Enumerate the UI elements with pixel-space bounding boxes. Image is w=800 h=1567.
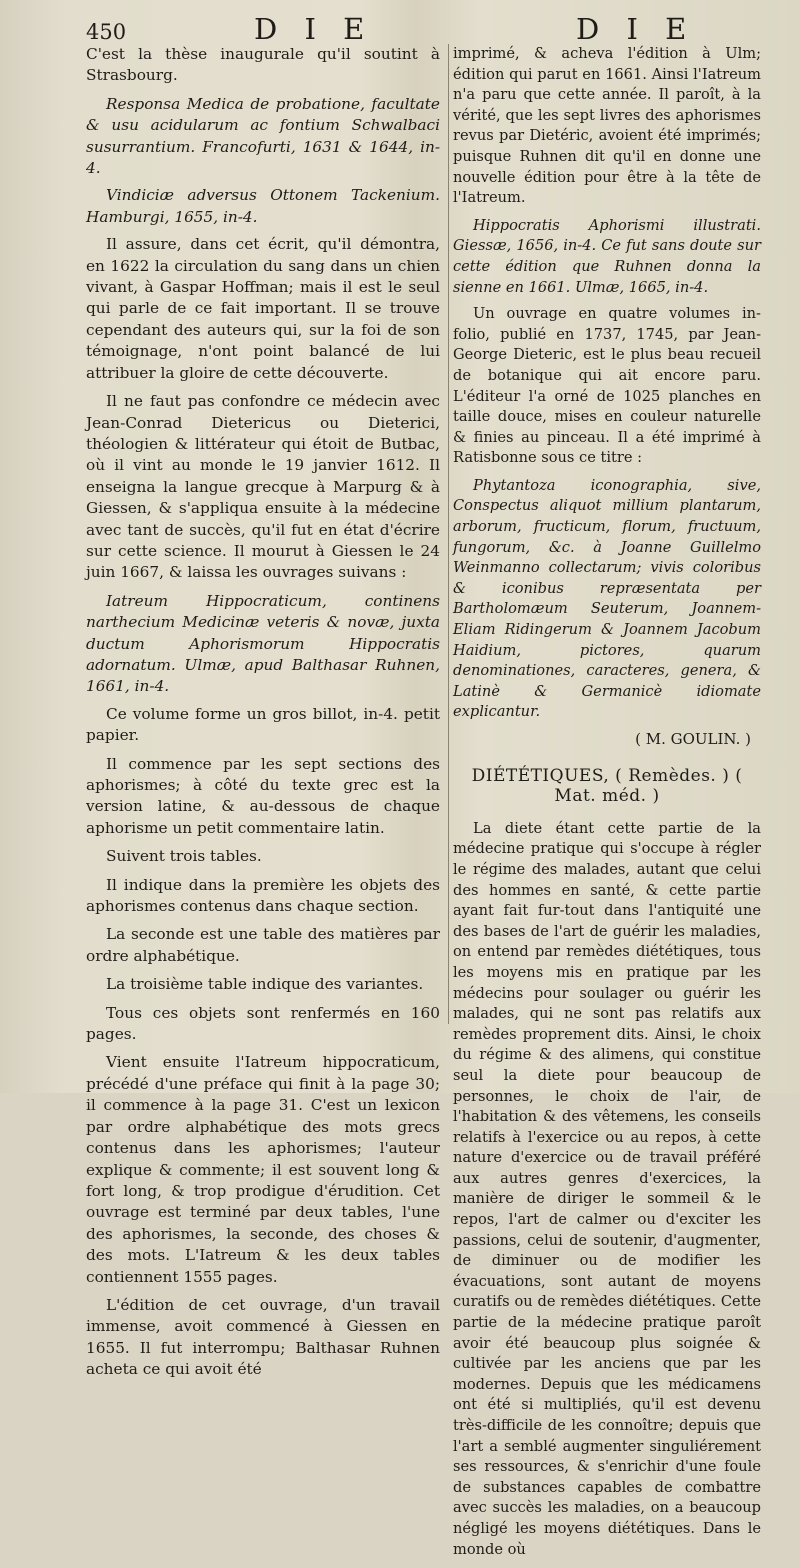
- paragraph: C'est la thèse inaugurale qu'il soutint à Strasbourg.: [86, 45, 440, 85]
- paragraph: L'édition de cet ouvrage, d'un travail immense, avoit commencé à Giessen en 1655. Il fut interrompu; Balthasar Ruhnen acheta ce qui avoit été: [86, 1295, 440, 1379]
- paragraph: Il ne faut pas confondre ce médecin avec Jean-Conrad Dietericus ou Dieterici, théologien & littérateur qui étoit de Butbac, où il vint au monde le 19 janvier 1612. Il enseigna la langue grecque à Marpurg & à Giessen, & s'appliqua ensuite à la médecine avec tant de succès, qu'il fut en état d'écrire sur cette science. Il mourut à Giessen le 24 juin 1667, & laissa les ouvrages suivans :: [86, 392, 440, 582]
- running-head-right: D I E: [576, 12, 696, 46]
- bibliographic-entry: Phytantoza iconographia, sive, Conspectus aliquot millium plantarum, arborum, fructicum, florum, fructuum, fungorum, &c. à Joanne Guillelmo Weinmanno collectarum; vivis coloribus & iconibus repræsentata per Bartholomæum Seuterum, Joannem-Eliam Ridingerum & Joannem Jacobum Haidium, pictores, quarum denominationes, caracteres, genera, & Latinè & Germanicè idiomate explicantur.: [453, 476, 761, 721]
- paragraph: Il indique dans la première les objets des aphorismes contenus dans chaque section.: [86, 875, 440, 916]
- right-column: [453, 44, 761, 1567]
- paragraph: Il commence par les sept sections des aphorismes; à côté du texte grec est la version latine, & au-dessous de chaque aphorisme un petit commentaire latin.: [86, 754, 440, 837]
- paragraph: Ce volume forme un gros billot, in-4. petit papier.: [86, 704, 440, 745]
- paragraph: La seconde est une table des matières par ordre alphabétique.: [86, 925, 440, 965]
- page-header: [0, 8, 800, 46]
- bibliographic-entry: Vindiciæ adversus Ottonem Tackenium. Hamburgi, 1655, in-4.: [86, 186, 440, 226]
- bibliographic-entry: Responsa Medica de probatione, facultate & usu acidularum ac fontium Schwalbaci susurrantium. Francofurti, 1631 & 1644, in-4.: [86, 94, 440, 178]
- running-head-left: D I E: [254, 12, 374, 46]
- paragraph: Vient ensuite l'Iatreum hippocraticum, précédé d'une préface qui finit à la page 30; il commence à la page 31. C'est un lexicon par ordre alphabétique des mots grecs contenus dans les aphorismes; l'auteur explique & commente; il est souvent long & fort long, & trop prodigue d'érudition. Cet ouvrage est terminé par deux tables, l'une des aphorismes, la seconde, des choses & des mots. L'Iatreum & les deux tables contiennent 1555 pages.: [86, 1053, 440, 1286]
- paragraph: Tous ces objets sont renfermés en 160 pages.: [86, 1003, 440, 1044]
- paragraph: Suivent trois tables.: [106, 847, 262, 866]
- page-number: 450: [86, 20, 127, 44]
- paragraph: La troisième table indique des variantes.: [106, 975, 424, 994]
- paragraph: Il assure, dans cet écrit, qu'il démontra, en 1622 la circulation du sang dans un chien vivant, à Gaspar Hoffman; mais il est le seul qui parle de ce fait important. Il se trouve cependant des auteurs qui, sur la foi de son témoignage, n'ont point balancé de lui attribuer la gloire de cette découverte.: [86, 235, 440, 382]
- paragraph: Un ouvrage en quatre volumes in-folio, publié en 1737, 1745, par Jean-George Dieteric, est le plus beau recueil de botanique qui ait encore paru. L'éditeur l'a orné de 1025 planches en taille douce, mises en couleur naturelle & finies au pinceau. Il a été imprimé à Ratisbonne sous ce titre :: [453, 305, 761, 467]
- author-signature: ( M. GOULIN. ): [635, 730, 751, 748]
- paragraph: imprimé, & acheva l'édition à Ulm; édition qui parut en 1661. Ainsi l'Iatreum n'a paru que cette année. Il paroît, à la vérité, que les sept livres des aphorismes revus par Dietéric, avoient été imprimés; puisque Ruhnen dit qu'il en donne une nouvelle édition pour être à la tête de l'Iatreum.: [453, 45, 761, 207]
- bibliographic-entry: Hippocratis Aphorismi illustrati. Giessæ, 1656, in-4. Ce fut sans doute sur cette édition que Ruhnen donna la sienne en 1661. Ulmæ, 1665, in-4.: [453, 216, 761, 296]
- paragraph: La diete étant cette partie de la médecine pratique qui s'occupe à régler le régime des malades, autant que celui des hommes en santé, & cette partie ayant fait fur-tout dans l'antiquité une des bases de l'art de guérir les maladies, on entend par remèdes diététiques, tous les moyens mis en pratique par les médecins pour soulager ou guérir les malades, qui ne sont pas relatifs aux remèdes proprement dits. Ainsi, le choix du régime & des alimens, qui constitue seul la diete pour beaucoup de personnes, le choix de l'air, de l'habitation & des vêtemens, les conseils relatifs à l'exercice ou au repos, à cette nature d'exercice ou de travail préféré aux autres genres d'exercices, la manière de diriger le sommeil & le repos, l'art de calmer ou d'exciter les passions, celui de soutenir, d'augmenter, de diminuer ou de modifier les évacuations, sont autant de moyens curatifs ou de remèdes diététiques. Cette partie de la médecine pratique paroît avoir été beaucoup plus soignée & cultivée par les anciens que par les modernes. Depuis que les médicamens ont été si multipliés, qu'il est devenu très-difficile de les connoître; depuis que l'art a semblé augmenter singuliérement ses ressources, & s'enrichir d'une foule de substances capables de combattre avec succès les maladies, on a beaucoup négligé les moyens diététiques. Dans le monde où: [453, 819, 761, 1558]
- left-column: [86, 44, 440, 1388]
- article-title: DIÉTÉTIQUES, ( Remèdes. ) ( Mat. méd. ): [471, 765, 743, 807]
- column-rule: [448, 44, 449, 1024]
- bibliographic-entry: Iatreum Hippocraticum, continens narthecium Medicinæ veteris & novæ, juxta ductum Aphorismorum Hippocratis adornatum. Ulmæ, apud Balthasar Ruhnen, 1661, in-4.: [86, 591, 440, 696]
